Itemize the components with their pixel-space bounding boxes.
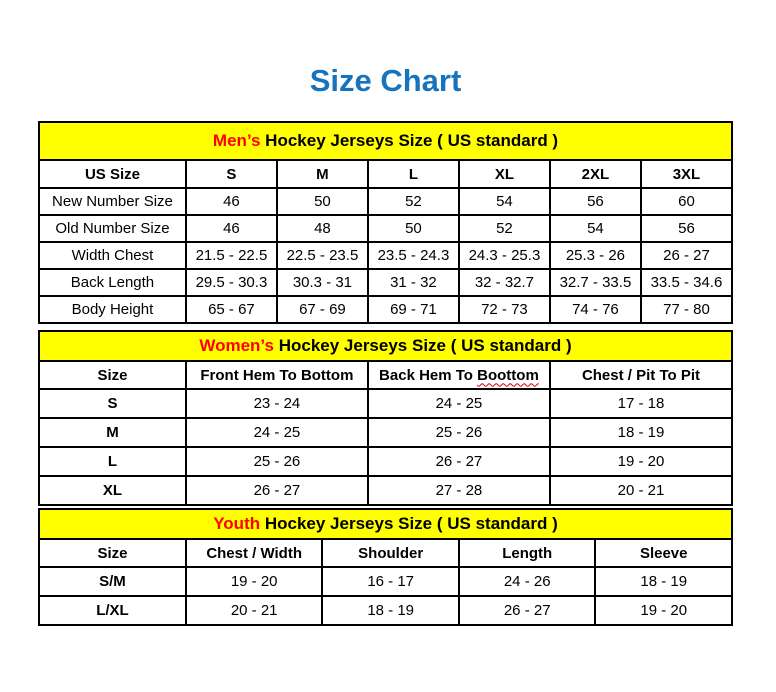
size-table-mens [38,121,733,324]
section-title-highlight: Youth [213,514,261,533]
size-value: 65 - 67 [186,296,277,323]
column-header-row [39,361,732,389]
column-header-row [39,160,732,188]
size-value: 19 - 20 [186,567,323,596]
column-header: Front Hem To Bottom [186,361,368,389]
size-value: 74 - 76 [550,296,641,323]
table-row [39,389,732,418]
section-title-rest: Hockey Jerseys Size ( US standard ) [260,131,559,150]
size-value: 52 [459,215,550,242]
size-value: 20 - 21 [550,476,732,505]
size-value: 17 - 18 [550,389,732,418]
size-value: 50 [368,215,459,242]
column-header: Chest / Width [186,539,323,567]
size-value: 32 - 32.7 [459,269,550,296]
row-label: L/XL [39,596,186,625]
row-label: Back Length [39,269,186,296]
table-row [39,447,732,476]
row-label: Body Height [39,296,186,323]
table-row [39,215,732,242]
page-title: Size Chart [309,63,462,98]
size-value: 67 - 69 [277,296,368,323]
column-header: Size [39,361,186,389]
table-row [39,188,732,215]
section-title-row-mens [39,122,732,160]
row-label: S [39,389,186,418]
table-row [39,567,732,596]
column-header: Shoulder [322,539,459,567]
size-value: 16 - 17 [322,567,459,596]
column-header: Length [459,539,596,567]
table-row [39,296,732,323]
column-header: L [368,160,459,188]
size-value: 46 [186,215,277,242]
size-value: 23.5 - 24.3 [368,242,459,269]
size-value: 27 - 28 [368,476,550,505]
size-value: 24 - 26 [459,567,596,596]
column-header: Back Hem To Boottom [368,361,550,389]
size-value: 46 [186,188,277,215]
table-row [39,242,732,269]
row-label: New Number Size [39,188,186,215]
size-value: 26 - 27 [186,476,368,505]
size-value: 25.3 - 26 [550,242,641,269]
column-header: 3XL [641,160,732,188]
size-value: 18 - 19 [322,596,459,625]
size-value: 26 - 27 [641,242,732,269]
size-value: 25 - 26 [186,447,368,476]
size-value: 54 [550,215,641,242]
size-value: 25 - 26 [368,418,550,447]
table-row [39,269,732,296]
size-value: 72 - 73 [459,296,550,323]
section-title-womens [39,331,732,361]
column-header: Size [39,539,186,567]
size-value: 56 [550,188,641,215]
table-row [39,596,732,625]
row-label: L [39,447,186,476]
column-header-row [39,539,732,567]
size-value: 33.5 - 34.6 [641,269,732,296]
size-value: 24 - 25 [186,418,368,447]
size-value: 19 - 20 [595,596,732,625]
row-label: Old Number Size [39,215,186,242]
size-value: 56 [641,215,732,242]
size-value: 24 - 25 [368,389,550,418]
section-title-row-womens [39,331,732,361]
size-value: 26 - 27 [368,447,550,476]
section-title-row-youth [39,509,732,539]
size-value: 60 [641,188,732,215]
column-header: Sleeve [595,539,732,567]
row-label: Width Chest [39,242,186,269]
size-value: 21.5 - 22.5 [186,242,277,269]
tables-host [38,121,733,626]
column-header: S [186,160,277,188]
size-value: 30.3 - 31 [277,269,368,296]
size-value: 20 - 21 [186,596,323,625]
size-value: 69 - 71 [368,296,459,323]
size-value: 29.5 - 30.3 [186,269,277,296]
section-title-rest: Hockey Jerseys Size ( US standard ) [260,514,558,533]
column-header: M [277,160,368,188]
section-title-rest: Hockey Jerseys Size ( US standard ) [273,336,572,355]
table-row [39,476,732,505]
row-label: M [39,418,186,447]
column-header: 2XL [550,160,641,188]
section-title-highlight: Women’s [199,336,274,355]
size-value: 50 [277,188,368,215]
section-title-mens [39,122,732,160]
size-value: 23 - 24 [186,389,368,418]
section-title-youth [39,509,732,539]
size-table-youth [38,508,733,626]
size-value: 31 - 32 [368,269,459,296]
size-table-womens [38,330,733,506]
size-value: 22.5 - 23.5 [277,242,368,269]
size-value: 54 [459,188,550,215]
size-value: 18 - 19 [550,418,732,447]
misspelled-word: Boottom [477,366,539,384]
size-value: 32.7 - 33.5 [550,269,641,296]
section-title-highlight: Men’s [212,131,261,150]
row-label: S/M [39,567,186,596]
size-value: 19 - 20 [550,447,732,476]
column-header: Chest / Pit To Pit [550,361,732,389]
size-value: 77 - 80 [641,296,732,323]
column-header: US Size [39,160,186,188]
column-header: XL [459,160,550,188]
table-row [39,418,732,447]
size-value: 24.3 - 25.3 [459,242,550,269]
size-value: 48 [277,215,368,242]
size-value: 18 - 19 [595,567,732,596]
size-value: 52 [368,188,459,215]
size-value: 26 - 27 [459,596,596,625]
row-label: XL [39,476,186,505]
